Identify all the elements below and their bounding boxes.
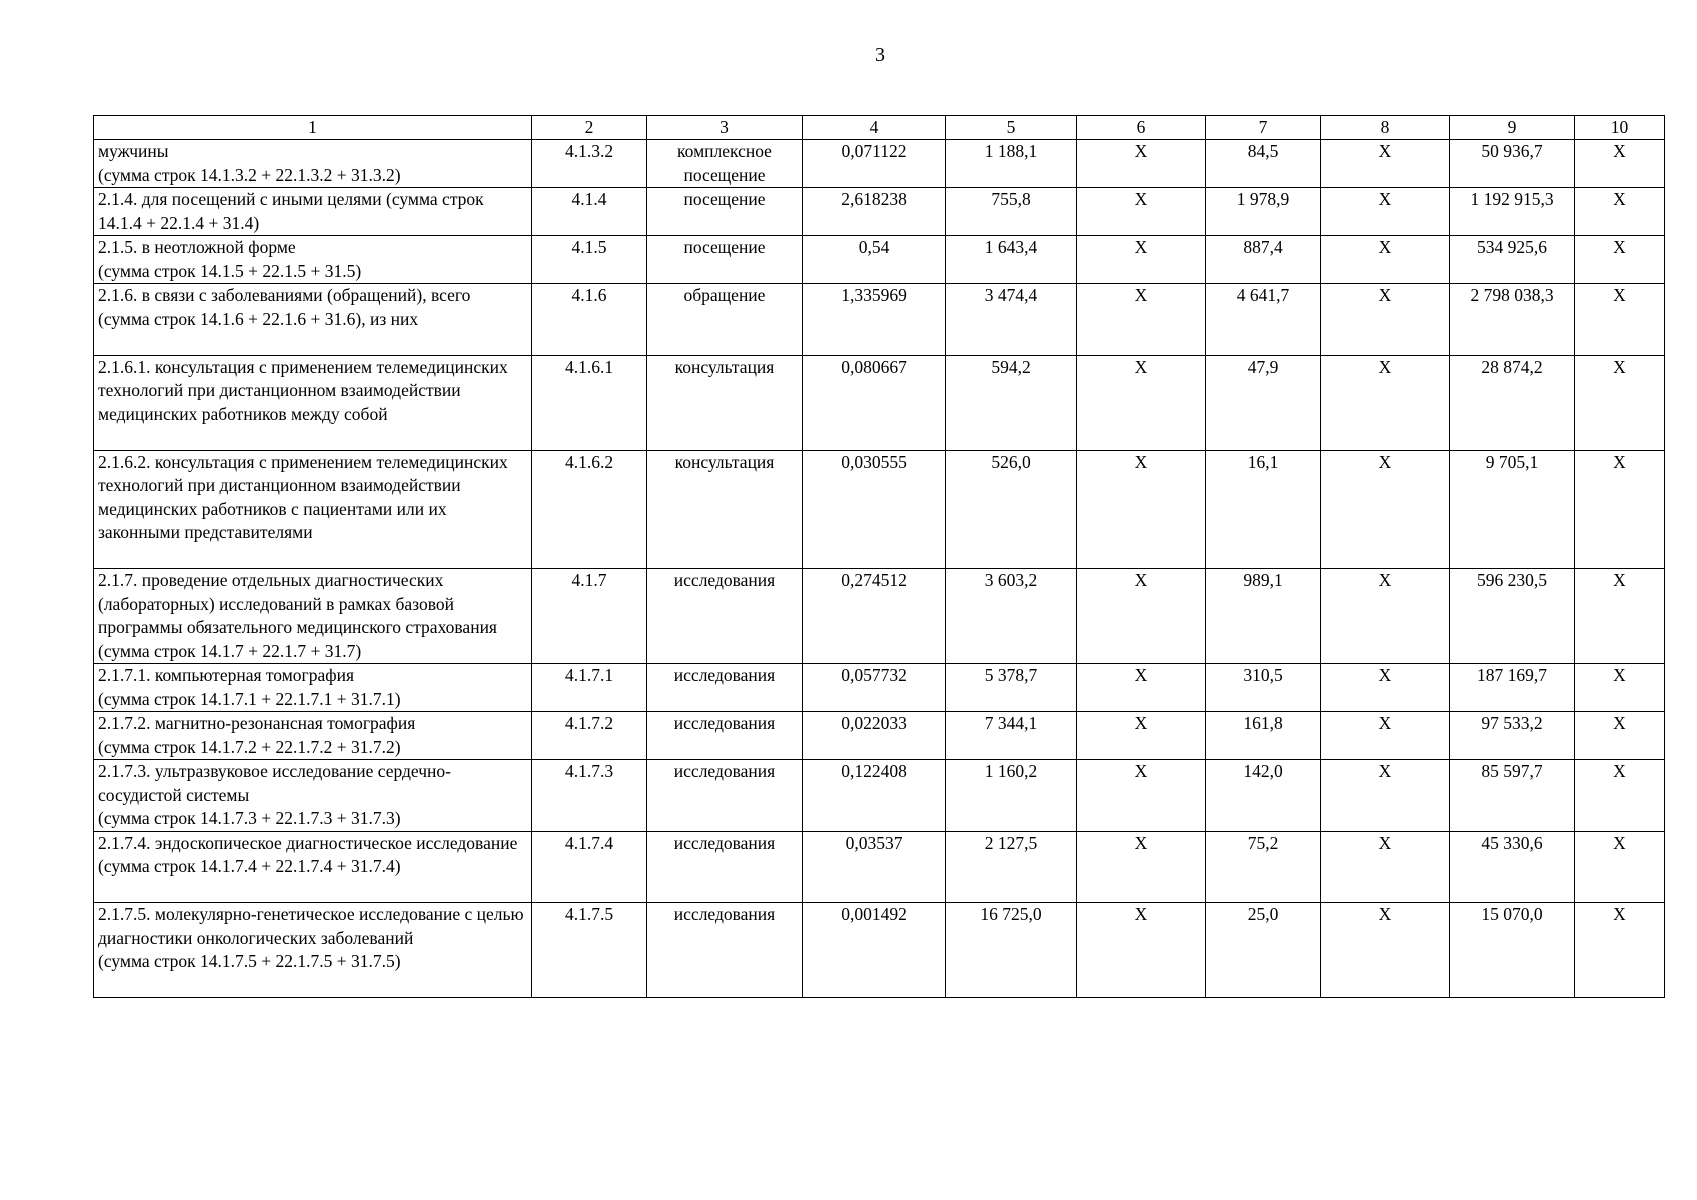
table-cell: 4.1.3.2: [532, 140, 647, 188]
table-cell: Х: [1575, 188, 1665, 236]
table-cell: 989,1: [1206, 569, 1321, 664]
table-cell: 28 874,2: [1450, 355, 1575, 450]
table-cell: 1 978,9: [1206, 188, 1321, 236]
table-cell: посещение: [647, 236, 803, 284]
table-cell: Х: [1321, 903, 1450, 998]
table-cell: Х: [1077, 236, 1206, 284]
table-cell: Х: [1077, 569, 1206, 664]
row-description-cell: 2.1.7.5. молекулярно-генетическое исследование с целью диагностики онкологических заболеваний (сумма строк 14.1.7.5 + 22.1.7.5 + 31.7.5): [94, 903, 532, 998]
table-cell: 16 725,0: [946, 903, 1077, 998]
table-cell: Х: [1321, 236, 1450, 284]
table-cell: исследования: [647, 760, 803, 832]
table-cell: исследования: [647, 712, 803, 760]
table-cell: Х: [1575, 355, 1665, 450]
table-cell: 0,030555: [803, 450, 946, 569]
table-row: [94, 236, 1665, 284]
table-cell: консультация: [647, 450, 803, 569]
column-header: 7: [1206, 116, 1321, 140]
table-cell: 1 643,4: [946, 236, 1077, 284]
table-cell: Х: [1077, 140, 1206, 188]
column-header: 1: [94, 116, 532, 140]
table-cell: 4.1.5: [532, 236, 647, 284]
row-description-cell: 2.1.7.2. магнитно-резонансная томография (сумма строк 14.1.7.2 + 22.1.7.2 + 31.7.2): [94, 712, 532, 760]
table-cell: 0,274512: [803, 569, 946, 664]
table-cell: Х: [1575, 140, 1665, 188]
table-row: [94, 355, 1665, 450]
table-cell: Х: [1575, 903, 1665, 998]
table-cell: Х: [1321, 664, 1450, 712]
table-cell: 4.1.7.5: [532, 903, 647, 998]
column-header: 2: [532, 116, 647, 140]
table-cell: исследования: [647, 664, 803, 712]
table-row: [94, 903, 1665, 998]
table-cell: 0,122408: [803, 760, 946, 832]
table-cell: Х: [1321, 355, 1450, 450]
table-cell: Х: [1321, 450, 1450, 569]
table-cell: 596 230,5: [1450, 569, 1575, 664]
table-cell: 534 925,6: [1450, 236, 1575, 284]
row-description-cell: 2.1.7.3. ультразвуковое исследование сердечно-сосудистой системы (сумма строк 14.1.7.3 + 22.1.7.3 + 31.7.3): [94, 760, 532, 832]
table-cell: 4.1.7.4: [532, 831, 647, 903]
table-cell: Х: [1575, 450, 1665, 569]
table-cell: 0,001492: [803, 903, 946, 998]
table-cell: консультация: [647, 355, 803, 450]
row-description-cell: мужчины (сумма строк 14.1.3.2 + 22.1.3.2 + 31.3.2): [94, 140, 532, 188]
table-cell: 755,8: [946, 188, 1077, 236]
table-cell: исследования: [647, 903, 803, 998]
table-cell: Х: [1575, 712, 1665, 760]
table-cell: 4.1.7.1: [532, 664, 647, 712]
table-cell: Х: [1321, 188, 1450, 236]
row-description-cell: 2.1.7.1. компьютерная томография (сумма строк 14.1.7.1 + 22.1.7.1 + 31.7.1): [94, 664, 532, 712]
table-row: [94, 188, 1665, 236]
table-cell: обращение: [647, 284, 803, 356]
table-cell: 3 474,4: [946, 284, 1077, 356]
table-cell: 9 705,1: [1450, 450, 1575, 569]
row-description-cell: 2.1.7. проведение отдельных диагностических (лабораторных) исследований в рамках базовой программы обязательного медицинского страхования (сумма строк 14.1.7 + 22.1.7 + 31.7): [94, 569, 532, 664]
data-table: [93, 115, 1665, 998]
header-row: [94, 116, 1665, 140]
table-cell: 310,5: [1206, 664, 1321, 712]
table-cell: 97 533,2: [1450, 712, 1575, 760]
table-cell: 1,335969: [803, 284, 946, 356]
table-cell: Х: [1077, 831, 1206, 903]
table-row: [94, 140, 1665, 188]
table-cell: 3 603,2: [946, 569, 1077, 664]
table-cell: 161,8: [1206, 712, 1321, 760]
column-header: 4: [803, 116, 946, 140]
table-cell: 75,2: [1206, 831, 1321, 903]
table-cell: 25,0: [1206, 903, 1321, 998]
table-cell: 47,9: [1206, 355, 1321, 450]
row-description-cell: 2.1.6.2. консультация с применением телемедицинских технологий при дистанционном взаимодействии медицинских работников с пациентами или их законными представителями: [94, 450, 532, 569]
table-cell: Х: [1077, 664, 1206, 712]
table-cell: Х: [1077, 450, 1206, 569]
table-cell: 1 192 915,3: [1450, 188, 1575, 236]
column-header: 8: [1321, 116, 1450, 140]
table-row: [94, 664, 1665, 712]
column-header: 6: [1077, 116, 1206, 140]
page-number: 3: [875, 44, 885, 66]
table-cell: 0,022033: [803, 712, 946, 760]
table-cell: 0,080667: [803, 355, 946, 450]
table-cell: 84,5: [1206, 140, 1321, 188]
table-cell: 1 188,1: [946, 140, 1077, 188]
column-header: 9: [1450, 116, 1575, 140]
table-cell: Х: [1077, 355, 1206, 450]
column-header: 5: [946, 116, 1077, 140]
table-cell: Х: [1575, 831, 1665, 903]
table-cell: 85 597,7: [1450, 760, 1575, 832]
table-cell: 2 127,5: [946, 831, 1077, 903]
table-cell: Х: [1077, 760, 1206, 832]
table-row: [94, 712, 1665, 760]
table-row: [94, 760, 1665, 832]
table-cell: Х: [1575, 760, 1665, 832]
table-row: [94, 831, 1665, 903]
table-cell: Х: [1575, 236, 1665, 284]
table-cell: Х: [1077, 712, 1206, 760]
table-cell: 4 641,7: [1206, 284, 1321, 356]
row-description-cell: 2.1.6. в связи с заболеваниями (обращений), всего (сумма строк 14.1.6 + 22.1.6 + 31.6), из них: [94, 284, 532, 356]
table-cell: Х: [1321, 831, 1450, 903]
table-cell: комплексное посещение: [647, 140, 803, 188]
row-description-cell: 2.1.4. для посещений с иными целями (сумма строк 14.1.4 + 22.1.4 + 31.4): [94, 188, 532, 236]
table-cell: 4.1.6.2: [532, 450, 647, 569]
table-row: [94, 450, 1665, 569]
table-cell: 4.1.6.1: [532, 355, 647, 450]
table-cell: 887,4: [1206, 236, 1321, 284]
row-description-cell: 2.1.6.1. консультация с применением телемедицинских технологий при дистанционном взаимодействии медицинских работников между собой: [94, 355, 532, 450]
table-cell: 7 344,1: [946, 712, 1077, 760]
table-cell: 0,071122: [803, 140, 946, 188]
table-cell: 0,03537: [803, 831, 946, 903]
table-row: [94, 569, 1665, 664]
table-cell: Х: [1321, 140, 1450, 188]
table-cell: 4.1.6: [532, 284, 647, 356]
table-cell: 50 936,7: [1450, 140, 1575, 188]
table-cell: посещение: [647, 188, 803, 236]
table-cell: Х: [1077, 188, 1206, 236]
table-cell: 4.1.7: [532, 569, 647, 664]
table-cell: 5 378,7: [946, 664, 1077, 712]
column-header: 10: [1575, 116, 1665, 140]
column-header: 3: [647, 116, 803, 140]
table-cell: 142,0: [1206, 760, 1321, 832]
table-cell: Х: [1321, 284, 1450, 356]
table-cell: 15 070,0: [1450, 903, 1575, 998]
table-body: [94, 140, 1665, 998]
table-cell: 4.1.4: [532, 188, 647, 236]
table-cell: Х: [1077, 903, 1206, 998]
table-cell: Х: [1077, 284, 1206, 356]
table-cell: 45 330,6: [1450, 831, 1575, 903]
table-cell: Х: [1575, 284, 1665, 356]
table-cell: Х: [1575, 569, 1665, 664]
table-cell: 16,1: [1206, 450, 1321, 569]
table-cell: 2,618238: [803, 188, 946, 236]
table-cell: 1 160,2: [946, 760, 1077, 832]
table-cell: 0,54: [803, 236, 946, 284]
table-cell: 4.1.7.3: [532, 760, 647, 832]
table-cell: 187 169,7: [1450, 664, 1575, 712]
table-cell: 526,0: [946, 450, 1077, 569]
row-description-cell: 2.1.5. в неотложной форме (сумма строк 14.1.5 + 22.1.5 + 31.5): [94, 236, 532, 284]
table-cell: Х: [1575, 664, 1665, 712]
row-description-cell: 2.1.7.4. эндоскопическое диагностическое исследование (сумма строк 14.1.7.4 + 22.1.7.4 + 31.7.4): [94, 831, 532, 903]
table-cell: исследования: [647, 831, 803, 903]
table-cell: Х: [1321, 760, 1450, 832]
table-cell: 2 798 038,3: [1450, 284, 1575, 356]
table-row: [94, 284, 1665, 356]
table-cell: 0,057732: [803, 664, 946, 712]
table-cell: исследования: [647, 569, 803, 664]
table-cell: Х: [1321, 569, 1450, 664]
table-cell: 594,2: [946, 355, 1077, 450]
table-cell: 4.1.7.2: [532, 712, 647, 760]
table-cell: Х: [1321, 712, 1450, 760]
